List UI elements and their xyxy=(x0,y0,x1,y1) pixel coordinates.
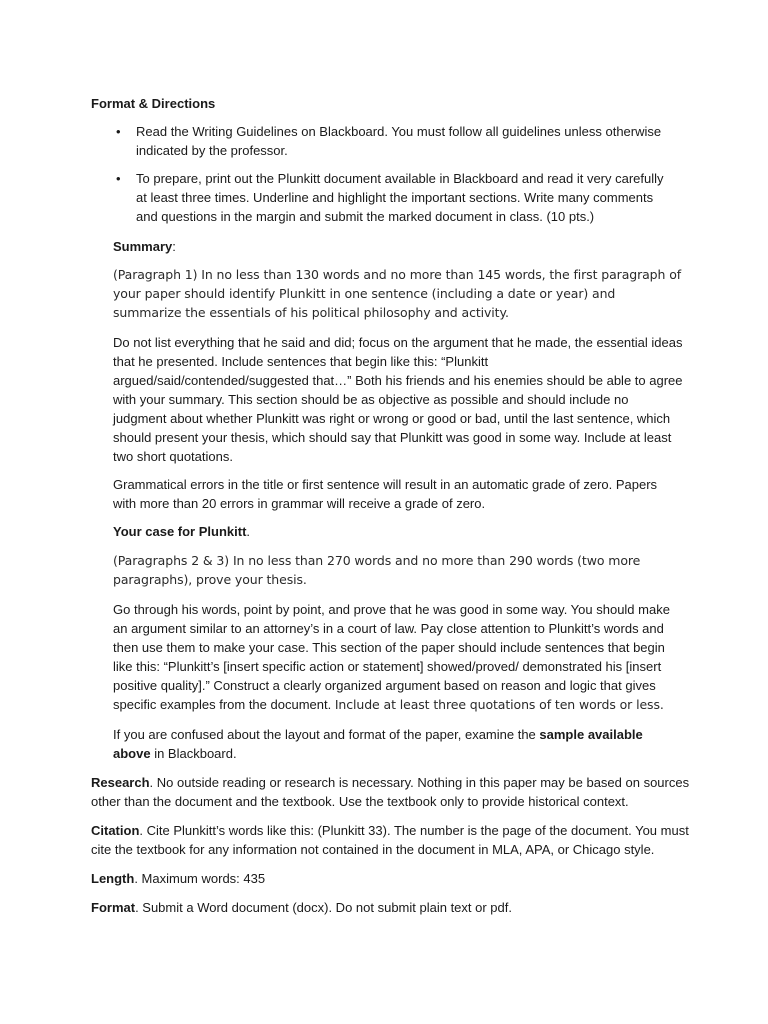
case-paragraph-1: (Paragraphs 2 & 3) In no less than 270 words and no more than 290 words (two more paragraphs), prove your thesis. xyxy=(113,553,641,587)
format-text: . Submit a Word document (docx). Do not submit plain text or pdf. xyxy=(135,900,512,915)
citation-paragraph xyxy=(91,821,691,859)
citation-label: Citation xyxy=(91,823,140,838)
case-heading-suffix: . xyxy=(246,524,251,539)
list-item-text: Read the Writing Guidelines on Blackboard. You must follow all guidelines unless otherwise indicated by the professor. xyxy=(136,124,662,158)
case-heading-line xyxy=(113,522,683,541)
case-heading: Your case for Plunkitt xyxy=(113,524,247,539)
directions-list xyxy=(116,122,676,235)
list-item xyxy=(116,122,676,160)
case-paragraph-3-pre: If you are confused about the layout and format of the paper, examine the xyxy=(113,727,540,742)
format-paragraph xyxy=(91,898,691,917)
research-label: Research xyxy=(91,775,150,790)
research-text: . No outside reading or research is necessary. Nothing in this paper may be based on sources other than the document and the textbook. Use the textbook only to provide historical context. xyxy=(91,775,690,809)
list-item-text: To prepare, print out the Plunkitt document available in Blackboard and read it very carefully at least three times. Underline and highlight the important sections. Write many comments and questions in the margin and submit the marked document in class. (10 pts.) xyxy=(136,171,664,224)
summary-paragraph-2: Do not list everything that he said and did; focus on the argument that he made, the essential ideas that he presented. Include sentences that begin like this: “Plunkitt argued/said/contended/suggested that…” Both his friends and his enemies should be able to agree with your summary. This section should be as objective as possible and should include no judgment about whether Plunkitt was right or wrong or good or bad, until the last sentence, which should present your thesis, which should say that Plunkitt was good in some way. Include at least two short quotations. xyxy=(113,335,683,464)
summary-heading: Summary xyxy=(113,239,173,254)
length-label: Length xyxy=(91,871,135,886)
format-directions-heading: Format & Directions xyxy=(91,96,216,111)
case-paragraph-2 xyxy=(113,600,683,714)
summary-paragraph-1: (Paragraph 1) In no less than 130 words and no more than 145 words, the first paragraph of your paper should identify Plunkitt in one sentence (including a date or year) and summarize the essentials of his political philosophy and activity. xyxy=(113,267,682,320)
summary-heading-line xyxy=(113,237,683,256)
bullet-icon: • xyxy=(116,124,121,139)
summary-paragraph-3: Grammatical errors in the title or first sentence will result in an automatic grade of zero. Papers with more than 20 errors in grammar will receive a grade of zero. xyxy=(113,477,658,511)
research-paragraph xyxy=(91,773,691,811)
case-paragraph-3-post: in Blackboard. xyxy=(150,746,237,761)
citation-text: . Cite Plunkitt’s words like this: (Plunkitt 33). The number is the page of the document. You must cite the textbook for any information not contained in the document in MLA, APA, or Chicago style. xyxy=(91,823,689,857)
case-paragraph-2-quotation-rule: Include at least three quotations of ten words or less. xyxy=(334,697,664,712)
summary-heading-suffix: : xyxy=(172,239,176,254)
length-text: . Maximum words: 435 xyxy=(134,871,266,886)
case-paragraph-2-main: Go through his words, point by point, and prove that he was good in some way. You should make an argument similar to an attorney’s in a court of law. Pay close attention to Plunkitt’s words and then use them to make your case. This section of the paper should include sentences that begin like this: “Plunkitt’s [insert specific action or statement] showed/proved/ demonstrated his [insert positive quality].” Construct a clearly organized argument based on reason and logic that gives specific examples from the document. xyxy=(113,602,670,712)
length-paragraph xyxy=(91,869,691,888)
bullet-icon: • xyxy=(116,171,121,186)
sample-reference: sample available above xyxy=(113,727,643,761)
case-paragraph-3 xyxy=(113,725,683,763)
list-item xyxy=(116,169,676,226)
format-label: Format xyxy=(91,900,136,915)
